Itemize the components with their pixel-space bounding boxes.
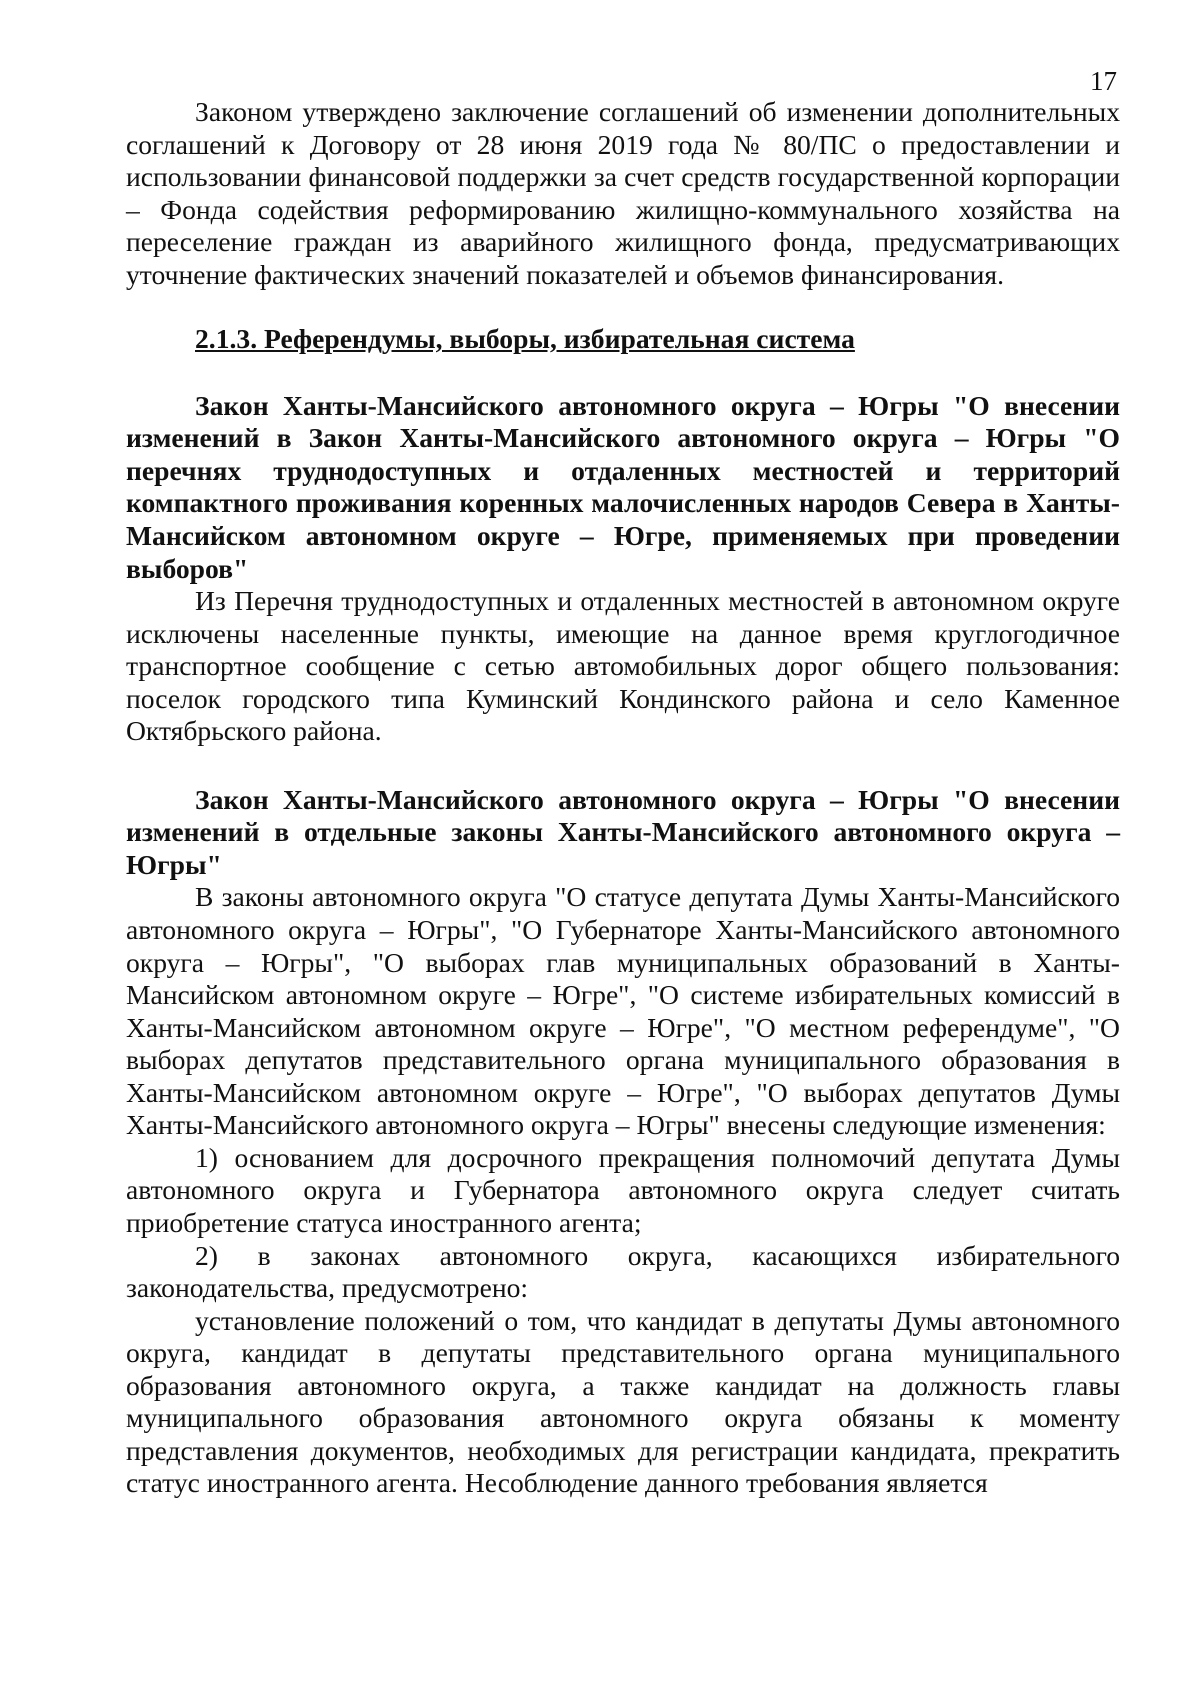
spacer — [126, 748, 1120, 784]
spacer — [126, 291, 1120, 323]
page-number: 17 — [1090, 66, 1117, 96]
law-paragraph: В законы автономного округа "О статусе депутата Думы Ханты-Мансийского автономного округа – Югры", "О Губернаторе Ханты-Мансийского автономного округа – Югры", "О выборах глав муниципальных образований в Ханты-Мансийском автономном округе – Югре", "О системе избирательных комиссий в Ханты-Мансийском автономном округе – Югре", "О местном референдуме", "О выборах депутатов представительного органа муниципального образования в Ханты-Мансийском автономном округе – Югре", "О выборах депутатов Думы Ханты-Мансийского автономного округа – Югры" внесены следующие изменения: — [126, 881, 1120, 1141]
section-heading: 2.1.3. Референдумы, выборы, избирательная система — [195, 323, 855, 355]
law-title: Закон Ханты-Мансийского автономного округа – Югры "О внесении изменений в отдельные законы Ханты-Мансийского автономного округа – Югры" — [126, 783, 1120, 880]
list-item-1: 1) основанием для досрочного прекращения полномочий депутата Думы автономного округа и Губернатора автономного округа следует считать приобретение статуса иностранного агента; — [126, 1141, 1120, 1238]
law-title: Закон Ханты-Мансийского автономного округа – Югры "О внесении изменений в Закон Ханты-Мансийского автономного округа – Югры "О перечнях труднодоступных и отдаленных местностей и территорий компактного проживания коренных малочисленных народов Севера в Ханты-Мансийском автономном округе – Югре, применяемых при проведении выборов" — [126, 389, 1120, 584]
list-item-2-text: установление положений о том, что кандидат в депутаты Думы автономного округа, кандидат в депутаты представительного органа муниципального образования автономного округа, а также кандидат на должность главы муниципального образования автономного округа обязаны к моменту представления документов, необходимых для регистрации кандидата, прекратить статус иностранного агента. Несоблюдение данного требования является — [126, 1304, 1120, 1499]
law-paragraph: Из Перечня труднодоступных и отдаленных местностей в автономном округе исключены населенные пункты, имеющие на данное время круглогодичное транспортное сообщение с сетью автомобильных дорог общего пользования: поселок городского типа Куминский Кондинского района и село Каменное Октябрьского района. — [126, 585, 1120, 747]
page-content — [126, 96, 1120, 1500]
list-item-2: 2) в законах автономного округа, касающихся избирательного законодательства, предусмотрено: — [126, 1239, 1120, 1304]
spacer — [126, 356, 1120, 390]
intro-paragraph: Законом утверждено заключение соглашений об изменении дополнительных соглашений к Договору от 28 июня 2019 года № 80/ПС о предоставлении и использовании финансовой поддержки за счет средств государственной корпорации – Фонда содействия реформированию жилищно-коммунального хозяйства на переселение граждан из аварийного жилищного фонда, предусматривающих уточнение фактических значений показателей и объемов финансирования. — [126, 96, 1120, 290]
